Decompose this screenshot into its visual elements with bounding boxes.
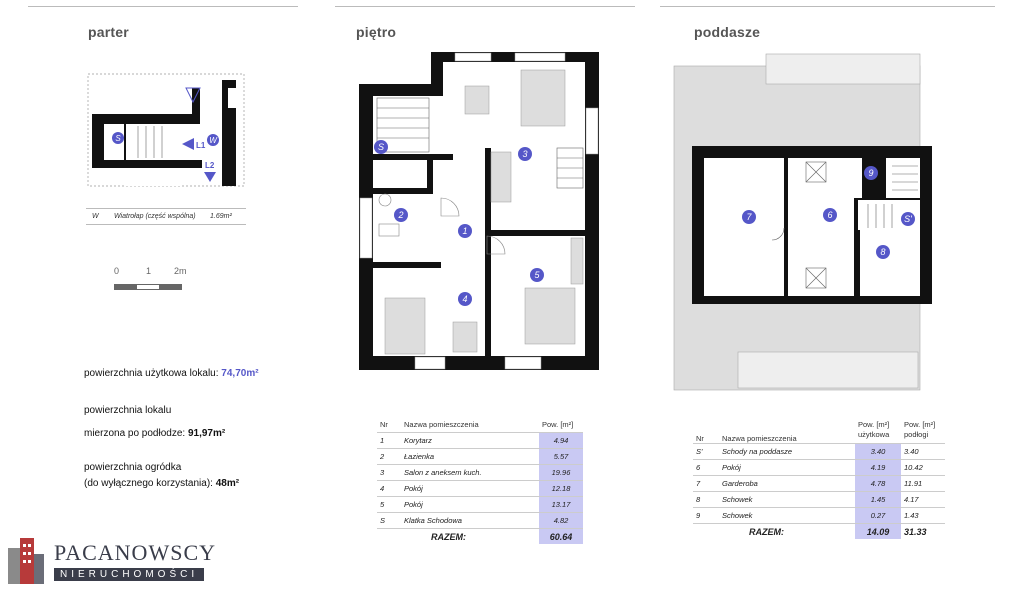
cell-name: Schody na poddasze — [719, 444, 855, 460]
parter-label-s: S — [115, 134, 121, 143]
table-row — [693, 476, 945, 492]
cell-name: Salon z aneksem kuch. — [401, 465, 539, 481]
table-row — [693, 492, 945, 508]
room-label-5: 5 — [534, 270, 540, 280]
cell-area-usable: 4.78 — [855, 476, 901, 492]
room-label-4: 4 — [462, 294, 468, 304]
parter-legend — [86, 208, 246, 225]
col-name: Nazwa pomieszczenia — [401, 417, 539, 433]
cell-nr: 7 — [693, 476, 719, 492]
header-poddasze: poddasze — [694, 24, 761, 40]
parter-label-l1: L1 — [196, 141, 206, 150]
room-label-2: 2 — [398, 210, 404, 220]
cell-area-usable: 3.40 — [855, 444, 901, 460]
table-row — [377, 497, 583, 513]
top-divider — [335, 6, 635, 7]
room-label-8: 8 — [880, 247, 886, 257]
usable-label: powierzchnia użytkowa lokalu: — [84, 368, 219, 379]
room-label-s-prime: S' — [904, 214, 912, 224]
table-row — [377, 465, 583, 481]
usable-value: 74,70m² — [221, 368, 259, 379]
total-floor: 31.33 — [904, 526, 927, 537]
logo-subtitle: NIERUCHOMOŚCI — [54, 568, 204, 581]
garden-label-1: powierzchnia ogródka — [84, 462, 182, 473]
room-label-9: 9 — [868, 168, 874, 178]
floor-area — [84, 428, 225, 439]
table-row — [377, 433, 583, 449]
total-label: RAZEM: — [749, 526, 784, 537]
building-icon — [4, 534, 50, 584]
cell-area-floor: 10.42 — [901, 460, 945, 476]
cell-name: Klatka Schodowa — [401, 513, 539, 529]
cell-nr: 1 — [377, 433, 401, 449]
cell-nr: 4 — [377, 481, 401, 497]
total-usable: 14.09 — [855, 524, 901, 540]
cell-area: 19.96 — [539, 465, 583, 481]
top-divider — [660, 6, 995, 7]
legend-area: 1.69m² — [210, 213, 232, 220]
garden-label-2: (do wyłącznego korzystania): — [84, 478, 213, 489]
legend-code: W — [92, 213, 99, 220]
header-pietro: piętro — [356, 24, 397, 40]
logo-name: PACANOWSCY — [54, 540, 217, 565]
room-label-7: 7 — [746, 212, 752, 222]
cell-nr: 3 — [377, 465, 401, 481]
scale-tick-0: 0 — [114, 266, 120, 276]
cell-area-floor: 11.91 — [901, 476, 945, 492]
room-label-3: 3 — [522, 149, 528, 159]
parter-label-w: W — [209, 136, 217, 145]
cell-area: 12.18 — [539, 481, 583, 497]
cell-area: 5.57 — [539, 449, 583, 465]
table-row — [377, 513, 583, 529]
company-logo — [4, 534, 234, 586]
table-header-row — [377, 417, 583, 433]
room-label-6: 6 — [827, 210, 833, 220]
cell-nr: 9 — [693, 508, 719, 524]
cell-area-usable: 4.19 — [855, 460, 901, 476]
cell-nr: 5 — [377, 497, 401, 513]
cell-name: Schowek — [719, 492, 855, 508]
cell-nr: S' — [693, 444, 719, 460]
garden-value: 48m² — [215, 478, 240, 489]
cell-area-floor: 3.40 — [901, 444, 945, 460]
room-label-1: 1 — [462, 226, 468, 236]
room-label-s: S — [377, 142, 385, 152]
cell-nr: 2 — [377, 449, 401, 465]
col-name: Nazwa pomieszczenia — [719, 417, 855, 444]
poddasze-room-table — [693, 417, 945, 539]
col-nr: Nr — [377, 417, 401, 433]
table-row — [693, 460, 945, 476]
col-nr: Nr — [693, 417, 719, 444]
cell-name: Schowek — [719, 508, 855, 524]
table-row — [377, 481, 583, 497]
cell-nr: S — [377, 513, 401, 529]
cell-name: Korytarz — [401, 433, 539, 449]
table-row — [377, 449, 583, 465]
col-area: Pow. [m²] — [539, 417, 583, 433]
scale-tick-1: 1 — [146, 266, 152, 276]
pietro-floor-plan — [355, 48, 605, 376]
cell-name: Pokój — [401, 497, 539, 513]
table-header-row — [693, 417, 945, 444]
area-label-1: powierzchnia lokalu — [84, 405, 172, 416]
legend-name: Wiatrołap (część wspólna) — [114, 213, 196, 220]
cell-nr: 8 — [693, 492, 719, 508]
table-row — [693, 508, 945, 524]
cell-name: Garderoba — [719, 476, 855, 492]
cell-nr: 6 — [693, 460, 719, 476]
cell-area: 4.94 — [539, 433, 583, 449]
cell-area-usable: 1.45 — [855, 492, 901, 508]
cell-area-usable: 0.27 — [855, 508, 901, 524]
total-label: RAZEM: — [431, 531, 466, 542]
cell-name: Łazienka — [401, 449, 539, 465]
poddasze-floor-plan — [672, 52, 942, 394]
garden-area — [84, 478, 239, 489]
col-area-usable: Pow. [m²] użytkowa — [855, 417, 901, 444]
pietro-room-table — [377, 417, 583, 544]
header-parter: parter — [88, 24, 129, 40]
top-divider — [28, 6, 298, 7]
cell-area: 13.17 — [539, 497, 583, 513]
cell-area-floor: 4.17 — [901, 492, 945, 508]
cell-area-floor: 1.43 — [901, 508, 945, 524]
scale-tick-2: 2m — [174, 266, 187, 276]
parter-floor-plan — [82, 68, 248, 190]
area-value: 91,97m² — [187, 428, 226, 439]
area-label-2: mierzona po podłodze: — [84, 428, 186, 439]
total-value: 60.64 — [539, 529, 583, 545]
cell-name: Pokój — [401, 481, 539, 497]
table-total-row — [693, 524, 945, 540]
table-row — [693, 444, 945, 460]
usable-area — [84, 368, 259, 379]
cell-area: 4.82 — [539, 513, 583, 529]
cell-name: Pokój — [719, 460, 855, 476]
col-area-floor: Pow. [m²] podłogi — [901, 417, 945, 444]
scale-bar — [114, 266, 188, 290]
table-total-row — [377, 529, 583, 545]
parter-label-l2: L2 — [205, 161, 215, 170]
